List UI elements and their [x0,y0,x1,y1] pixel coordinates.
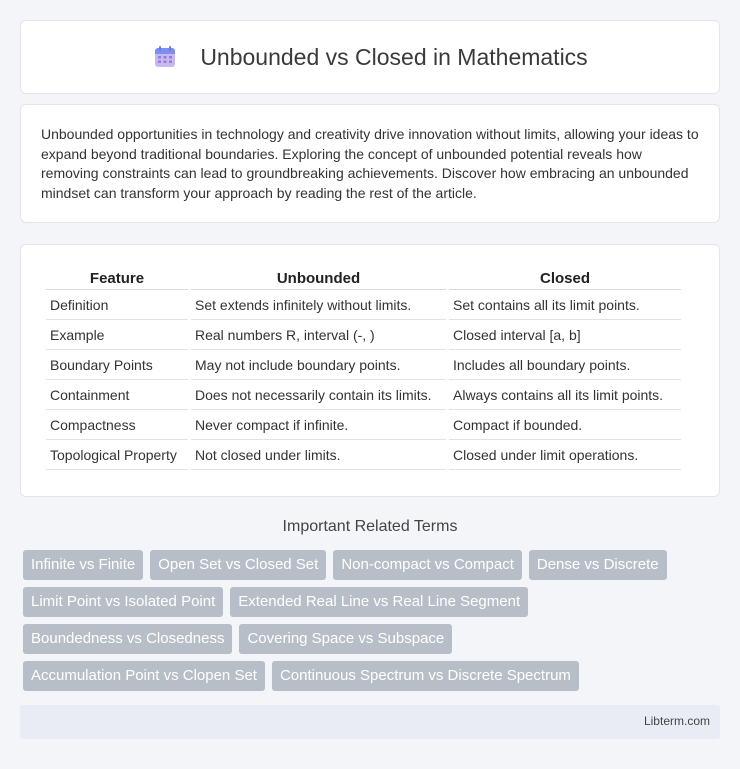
table-cell: Boundary Points [46,350,188,380]
table-cell: Closed interval [a, b] [449,320,681,350]
tag-row [23,550,723,580]
table-header-row [46,267,681,290]
related-term-tag[interactable]: Infinite vs Finite [23,550,143,580]
table-cell: Containment [46,380,188,410]
table-row [46,350,681,380]
table-row [46,380,681,410]
table-cell: Compactness [46,410,188,440]
tag-row [23,624,723,654]
related-term-tag[interactable]: Open Set vs Closed Set [150,550,326,580]
table-cell: Compact if bounded. [449,410,681,440]
table-row [46,290,681,320]
table-cell: Set contains all its limit points. [449,290,681,320]
table-cell: Set extends infinitely without limits. [191,290,446,320]
related-term-tag[interactable]: Non-compact vs Compact [333,550,522,580]
table-cell: Definition [46,290,188,320]
table-cell: Not closed under limits. [191,440,446,470]
intro-text: Unbounded opportunities in technology and creativity drive innovation without limits, allowing your ideas to expand beyond traditional boundaries. Exploring the concept of unbounded potential reveals how removing constraints can lead to groundbreaking achievements. Discover how embracing an unbounded mindset can transform your approach by reading the rest of the article. [41,126,699,201]
header-closed: Closed [449,267,681,290]
footer [20,705,720,739]
calendar-icon [152,44,178,70]
intro-card [20,104,720,223]
related-term-tag[interactable]: Covering Space vs Subspace [239,624,452,654]
table-cell: Closed under limit operations. [449,440,681,470]
table-cell: Example [46,320,188,350]
table-row [46,410,681,440]
tag-row [23,587,723,617]
page-title: Unbounded vs Closed in Mathematics [200,43,588,70]
tag-row [23,661,723,691]
related-term-tag[interactable]: Dense vs Discrete [529,550,667,580]
related-terms-tags [23,550,723,698]
comparison-table-card [20,244,720,497]
table-cell: Always contains all its limit points. [449,380,681,410]
table-row [46,440,681,470]
table-cell: Topological Property [46,440,188,470]
comparison-table [43,267,684,470]
header-unbounded: Unbounded [191,267,446,290]
table-cell: Includes all boundary points. [449,350,681,380]
related-term-tag[interactable]: Limit Point vs Isolated Point [23,587,223,617]
footer-site-link[interactable]: Libterm.com [643,714,710,728]
header-feature: Feature [46,267,188,290]
related-term-tag[interactable]: Extended Real Line vs Real Line Segment [230,587,528,617]
table-cell: Does not necessarily contain its limits. [191,380,446,410]
related-term-tag[interactable]: Boundedness vs Closedness [23,624,232,654]
table-row [46,320,681,350]
related-term-tag[interactable]: Continuous Spectrum vs Discrete Spectrum [272,661,579,691]
related-term-tag[interactable]: Accumulation Point vs Clopen Set [23,661,265,691]
table-cell: Never compact if infinite. [191,410,446,440]
related-terms-title: Important Related Terms [282,518,458,535]
header-card [20,20,720,94]
table-cell: May not include boundary points. [191,350,446,380]
table-cell: Real numbers R, interval (-, ) [191,320,446,350]
